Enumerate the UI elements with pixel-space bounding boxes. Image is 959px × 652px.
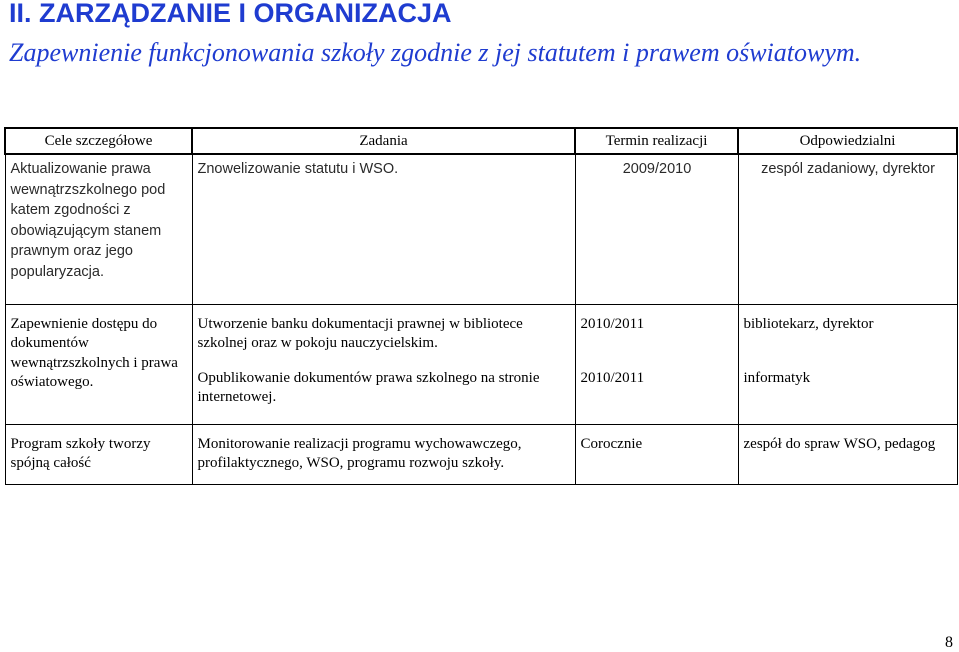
header-responsible: Odpowiedzialni bbox=[738, 128, 957, 154]
table-header-row bbox=[5, 128, 957, 154]
term-text: 2010/2011 bbox=[580, 369, 645, 386]
section-subtitle: Zapewnienie funkcjonowania szkoły zgodnie z jej statutem i prawem oświatowym. bbox=[9, 38, 862, 67]
term-text: Corocznie bbox=[580, 435, 643, 452]
header-goals: Cele szczegółowe bbox=[5, 128, 192, 154]
header-tasks: Zadania bbox=[192, 128, 575, 154]
task-cell bbox=[192, 154, 575, 304]
responsible-text: zespól zadaniowy, dyrektor bbox=[761, 161, 935, 177]
responsible-cell bbox=[738, 424, 957, 484]
goal-cell bbox=[5, 424, 192, 484]
section-title: II. ZARZĄDZANIE I ORGANIZACJA bbox=[9, 0, 452, 28]
table-row bbox=[5, 154, 957, 304]
task-text: Opublikowanie dokumentów prawa szkolnego na stronie internetowej. bbox=[197, 369, 540, 405]
term-cell bbox=[575, 304, 738, 424]
responsible-text: zespół do spraw WSO, pedagog bbox=[743, 435, 936, 452]
goal-text: Aktualizowanie prawa wewnątrzszkolnego pod katem zgodności z obowiązującym stanem prawnym oraz jego popularyzacja. bbox=[10, 161, 166, 280]
responsible-text: informatyk bbox=[743, 369, 811, 386]
goal-cell bbox=[5, 304, 192, 424]
task-cell bbox=[192, 424, 575, 484]
plan-table bbox=[4, 127, 958, 485]
header-term: Termin realizacji bbox=[575, 128, 738, 154]
term-text: 2009/2010 bbox=[622, 161, 692, 177]
table-row bbox=[5, 424, 957, 484]
goal-text: Zapewnienie dostępu do dokumentów wewnątrzszkolnych i prawa oświatowego. bbox=[10, 315, 178, 390]
task-text: Znowelizowanie statutu i WSO. bbox=[197, 161, 399, 177]
task-text: Monitorowanie realizacji programu wychowawczego, profilaktycznego, WSO, programu rozwoju szkoły. bbox=[197, 435, 522, 471]
goal-cell bbox=[5, 154, 192, 304]
task-cell bbox=[192, 304, 575, 424]
page-number: 8 bbox=[945, 634, 953, 651]
goal-text: Program szkoły tworzy spójną całość bbox=[10, 435, 151, 471]
table-row bbox=[5, 304, 957, 424]
task-text: Utworzenie banku dokumentacji prawnej w bibliotece szkolnej oraz w pokoju nauczycielskim. bbox=[197, 315, 523, 351]
term-cell bbox=[575, 424, 738, 484]
term-text: 2010/2011 bbox=[580, 315, 645, 332]
responsible-text: bibliotekarz, dyrektor bbox=[743, 315, 874, 332]
responsible-cell bbox=[738, 154, 957, 304]
term-cell bbox=[575, 154, 738, 304]
responsible-cell bbox=[738, 304, 957, 424]
